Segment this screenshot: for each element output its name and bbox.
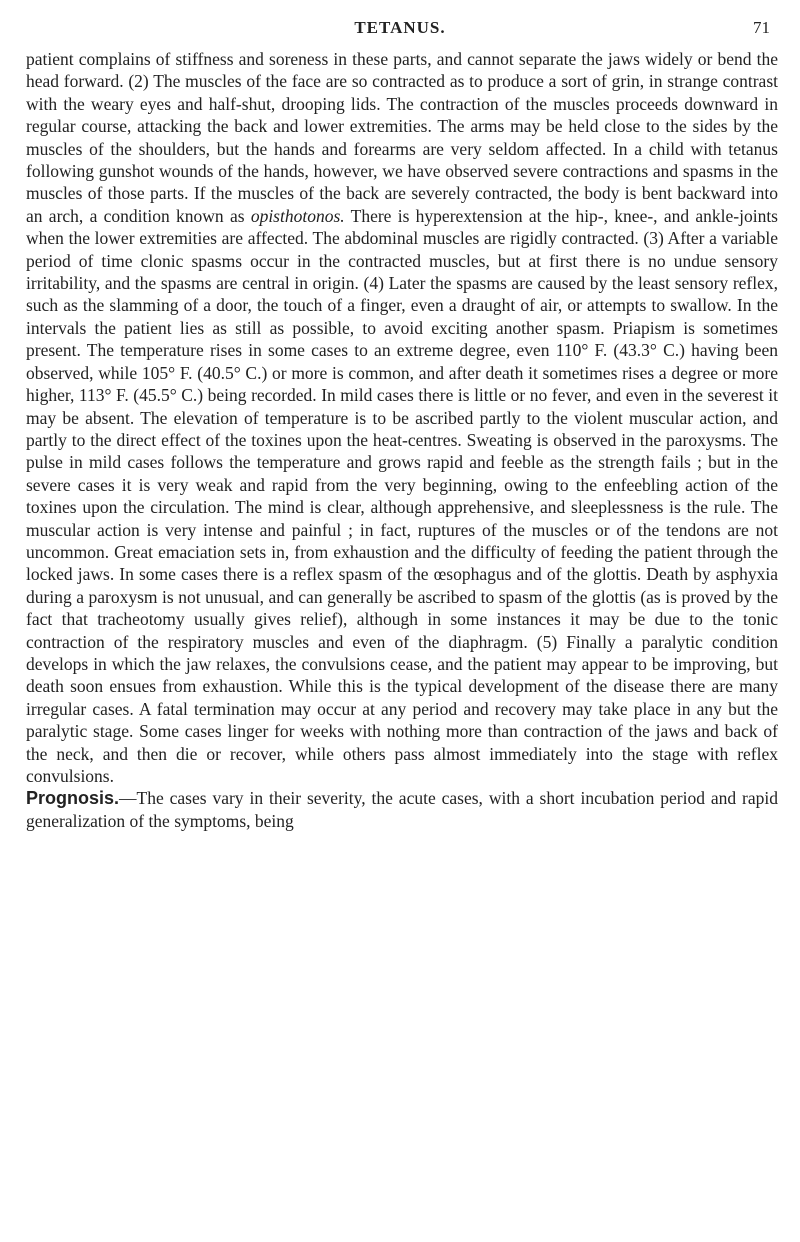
prognosis-text: —The cases vary in their severity, the acute cases, with a short incubation period and rapid generalization of the symptoms, being <box>26 788 778 831</box>
prognosis-heading: Prognosis. <box>26 788 120 809</box>
page-number: 71 <box>753 18 770 37</box>
italic-term-opisthotonos: opisthotonos. <box>250 205 345 226</box>
symptoms-text-part-1: patient complains of stiffness and soreness in these parts, and cannot separate the jaws widely or bend the head forward. (2) The muscles of the face are so contracted as to produce a sort of grin, in strange contrast with the weary eyes and half-shut, drooping lids. The contraction of the muscles proceeds downward in regular course, attacking the back and lower extremities. The arms may be held close to the sides by the muscles of the shoulders, but the hands and forearms are very seldom affected. In a child with tetanus following gunshot wounds of the hands, however, we have observed severe contractions and spasms in the muscles of those parts. If the muscles of the back are severely contracted, the body is bent backward into an arch, a condition known as <box>26 49 778 226</box>
prognosis-paragraph <box>26 787 778 832</box>
symptoms-paragraph <box>26 48 778 787</box>
running-title: TETANUS. <box>354 18 446 37</box>
symptoms-text-part-2: There is hyperextension at the hip-, knee-, and ankle-joints when the lower extremities are affected. The abdominal muscles are rigidly contracted. (3) After a variable period of time clonic spasms occur in the contracted muscles, but at first there is no undue sensory irritability, and the spasms are central in origin. (4) Later the spasms are caused by the least sensory reflex, such as the slamming of a door, the touch of a finger, even a draught of air, or attempts to swallow. In the intervals the patient lies as still as possible, to avoid exciting another spasm. Priapism is sometimes present. The temperature rises in some cases to an extreme degree, even 110° F. (43.3° C.) having been observed, while 105° F. (40.5° C.) or more is common, and after death it sometimes rises a degree or more higher, 113° F. (45.5° C.) being recorded. In mild cases there is little or no fever, and even in the severest it may be absent. The elevation of temperature is to be ascribed partly to the violent muscular action, and partly to the direct effect of the toxines upon the heat-centres. Sweating is observed in the paroxysms. The pulse in mild cases follows the temperature and grows rapid and feeble as the strength fails ; but in the severe cases it is very weak and rapid from the very beginning, owing to the enfeebling action of the toxines upon the circulation. The mind is clear, although apprehensive, and sleeplessness is the rule. The muscular action is very intense and painful ; in fact, ruptures of the muscles or of the tendons are not uncommon. Great emaciation sets in, from exhaustion and the difficulty of feeding the patient through the locked jaws. In some cases there is a reflex spasm of the œsophagus and of the glottis. Death by asphyxia during a paroxysm is not unusual, and can generally be ascribed to spasm of the glottis (as is proved by the fact that tracheotomy usually gives relief), although in some instances it may be due to the tonic contraction of the respiratory muscles and even of the diaphragm. (5) Finally a paralytic condition develops in which the jaw relaxes, the convulsions cease, and the patient may appear to be improving, but death soon ensues from exhaustion. While this is the typical development of the disease there are many irregular cases. A fatal termination may occur at any period and recovery may take place in any but the paralytic stage. Some cases linger for weeks with nothing more than contraction of the jaws and back of the neck, and then die or recover, while others pass almost immediately into the stage with reflex convulsions. <box>26 205 778 786</box>
running-head <box>0 18 800 44</box>
body-text <box>26 48 778 832</box>
